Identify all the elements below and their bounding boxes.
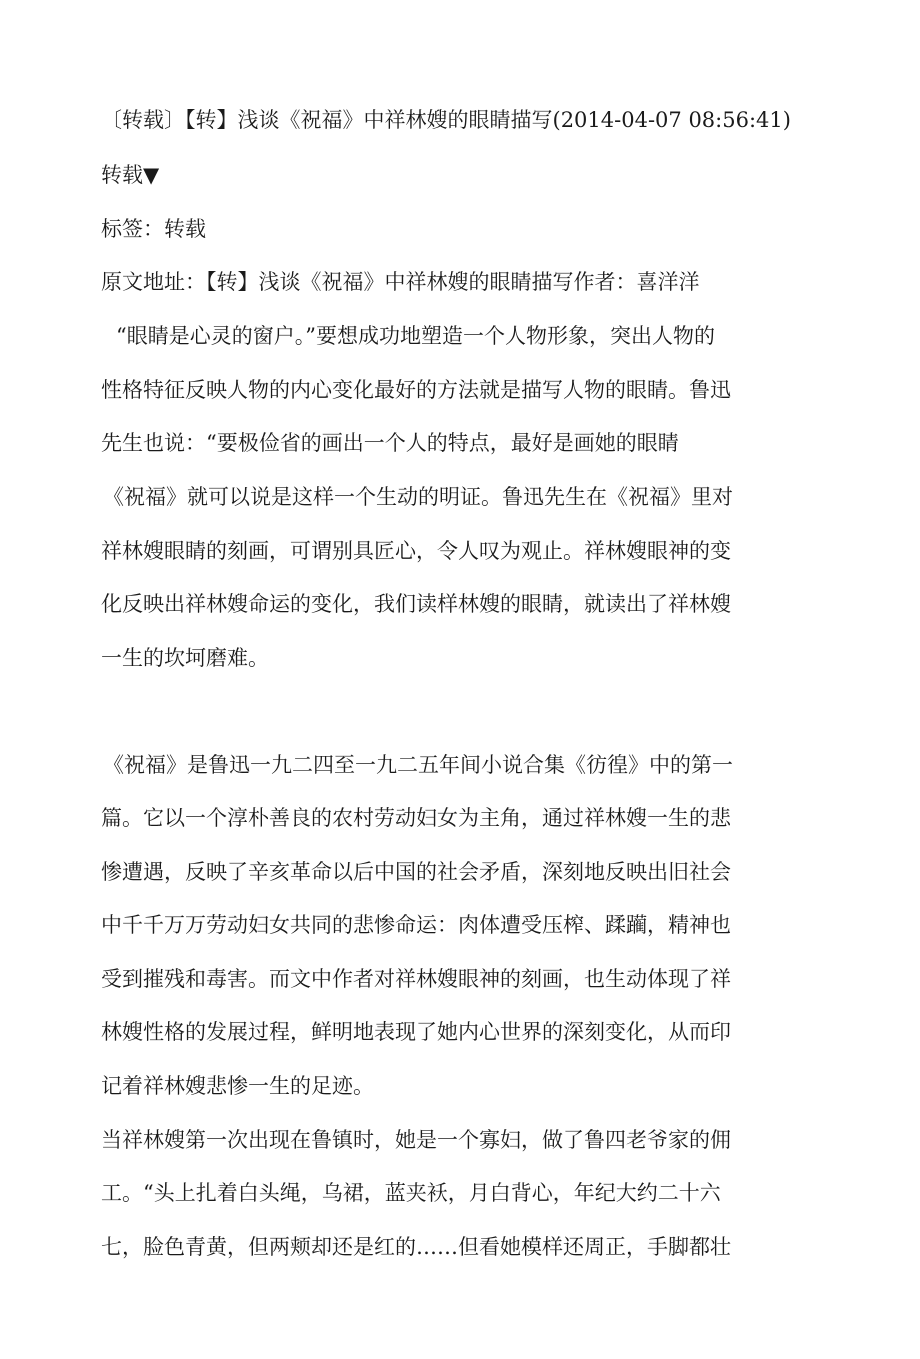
paragraph-line: 祥林嫂眼睛的刻画，可谓别具匠心，令人叹为观止。祥林嫂眼神的变 — [101, 539, 731, 563]
paragraph-line: 中千千万万劳动妇女共同的悲惨命运：肉体遭受压榨、蹂躏，精神也 — [101, 913, 731, 937]
paragraph-line: 惨遭遇，反映了辛亥革命以后中国的社会矛盾，深刻地反映出旧社会 — [101, 860, 731, 884]
paragraph-line: 当祥林嫂第一次出现在鲁镇时，她是一个寡妇，做了鲁四老爷家的佣 — [101, 1128, 731, 1152]
paragraph-line: 受到摧残和毒害。而文中作者对祥林嫂眼神的刻画，也生动体现了祥 — [101, 967, 731, 991]
paragraph-line: 一生的坎坷磨难。 — [101, 646, 269, 670]
repost-toggle[interactable]: 转载▼ — [101, 163, 160, 187]
paragraph-line: 《祝福》就可以说是这样一个生动的明证。鲁迅先生在《祝福》里对 — [103, 485, 733, 509]
paragraph-line: 篇。它以一个淳朴善良的农村劳动妇女为主角，通过祥林嫂一生的悲 — [101, 806, 731, 830]
paragraph-line: 林嫂性格的发展过程，鲜明地表现了她内心世界的深刻变化，从而印 — [101, 1020, 731, 1044]
paragraph-line: 《祝福》是鲁迅一九二四至一九二五年间小说合集《彷徨》中的第一 — [103, 753, 733, 777]
source-address: 原文地址：【转】浅谈《祝福》中祥林嫂的眼睛描写作者：喜洋洋 — [101, 270, 700, 294]
paragraph-line: 记着祥林嫂悲惨一生的足迹。 — [101, 1074, 374, 1098]
paragraph-line: 七，脸色青黄，但两颊却还是红的……但看她模样还周正，手脚都壮 — [101, 1235, 731, 1259]
paragraph-line: 性格特征反映人物的内心变化最好的方法就是描写人物的眼睛。鲁迅 — [101, 378, 731, 402]
post-title: 〔转载〕【转】浅谈《祝福》中祥林嫂的眼睛描写(2014-04-07 08:56:41) — [101, 108, 791, 132]
paragraph-line: “眼睛是心灵的窗户。”要想成功地塑造一个人物形象，突出人物的 — [116, 324, 715, 348]
tags-line: 标签：转载 — [101, 217, 206, 241]
paragraph-line: 工。“头上扎着白头绳，乌裙，蓝夹袄，月白背心，年纪大约二十六 — [101, 1181, 721, 1205]
paragraph-line: 化反映出祥林嫂命运的变化，我们读样林嫂的眼睛，就读出了祥林嫂 — [101, 592, 731, 616]
paragraph-line: 先生也说：“要极俭省的画出一个人的特点，最好是画她的眼睛 — [101, 431, 679, 455]
